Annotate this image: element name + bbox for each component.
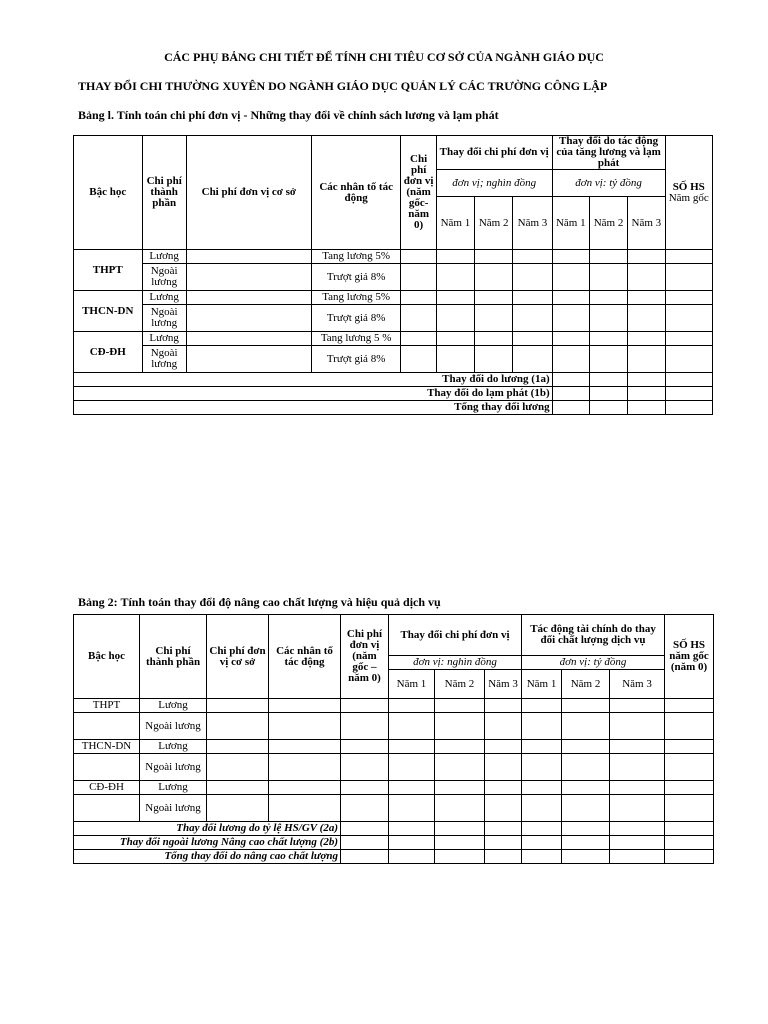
unit-label: đơn vị: tỷ đồng (552, 170, 665, 197)
header-thay-doi-cpdv: Thay đổi chi phí đơn vị (389, 615, 522, 656)
level-cell: THPT (74, 699, 140, 713)
header-chi-phi-don-vi-co-so: Chi phí đơn vị cơ sở (207, 615, 269, 699)
table1 (73, 135, 713, 415)
header-nam1: Năm 1 (389, 670, 435, 699)
factor-cell: Tang lương 5 % (311, 332, 401, 346)
header-so-hs: SỐ HS Năm gốc (665, 136, 713, 250)
summary-label: Thay đổi do lương (1a) (74, 373, 553, 387)
table-row (74, 740, 714, 754)
table-row (74, 699, 714, 713)
header-nam2: Năm 2 (589, 197, 627, 250)
unit-label: đơn vị: tỷ đồng (522, 656, 665, 670)
header-chi-phi-thanh-phan: Chi phí thành phần (140, 615, 207, 699)
component-cell: Lương (140, 781, 207, 795)
component-cell: Lương (140, 740, 207, 754)
level-cell: THCN-DN (74, 740, 140, 754)
component-cell: Ngoài lương (142, 305, 186, 332)
header-chi-phi-don-vi-co-so: Chi phí đơn vị cơ sở (186, 136, 311, 250)
factor-cell: Trượt giá 8% (311, 305, 401, 332)
table-row (74, 781, 714, 795)
table-row (74, 346, 713, 373)
factor-cell: Trượt giá 8% (311, 346, 401, 373)
factor-cell: Tang lương 5% (311, 250, 401, 264)
summary-label: Thay đổi ngoài lương Nâng cao chất lượng (2b) (74, 836, 341, 850)
header-bac-hoc: Bậc học (74, 615, 140, 699)
level-cell: THPT (74, 250, 143, 291)
summary-row (74, 850, 714, 864)
header-tac-dong: Tác động tài chính do thay đổi chất lượng dịch vụ (522, 615, 665, 656)
section-heading: THAY ĐỔI CHI THƯỜNG XUYÊN DO NGÀNH GIÁO DỤC QUẢN LÝ CÁC TRƯỜNG CÔNG LẬP (78, 79, 608, 93)
summary-label: Tổng thay đổi lương (74, 401, 553, 415)
header-nhan-to: Các nhân tố tác động (311, 136, 401, 250)
component-cell: Lương (140, 699, 207, 713)
page-title: CÁC PHỤ BẢNG CHI TIẾT ĐỂ TÍNH CHI TIÊU CƠ SỞ CỦA NGÀNH GIÁO DỤC (164, 50, 604, 64)
level-cell: CĐ-ĐH (74, 332, 143, 373)
header-bac-hoc: Bậc học (74, 136, 143, 250)
summary-row (74, 401, 713, 415)
header-nam2: Năm 2 (435, 670, 485, 699)
table-row (74, 291, 713, 305)
table-row (74, 305, 713, 332)
unit-label: đơn vị: nghìn đồng (389, 656, 522, 670)
summary-label: Thay đổi lương do tỷ lệ HS/GV (2a) (74, 822, 341, 836)
header-chi-phi-nam0: Chi phí đơn vị (năm gốc – năm 0) (341, 615, 389, 699)
component-cell: Ngoài lương (142, 346, 186, 373)
summary-row (74, 836, 714, 850)
header-chi-phi-nam0: Chi phí đơn vị (năm gốc-năm 0) (401, 136, 436, 250)
component-cell: Lương (142, 332, 186, 346)
header-tac-dong: Thay đổi do tác động của tăng lương và lạm phát (552, 136, 665, 170)
factor-cell: Tang lương 5% (311, 291, 401, 305)
header-so-hs: SỐ HS năm gốc (năm 0) (665, 615, 714, 699)
header-nam3: Năm 3 (610, 670, 665, 699)
table-row (74, 754, 714, 781)
header-nam1: Năm 1 (436, 197, 474, 250)
header-chi-phi-thanh-phan: Chi phí thành phần (142, 136, 186, 250)
header-thay-doi-cpdv: Thay đổi chi phí đơn vị (436, 136, 552, 170)
level-cell: CĐ-ĐH (74, 781, 140, 795)
summary-label: Thay đổi do lạm phát (1b) (74, 387, 553, 401)
header-nam3: Năm 3 (513, 197, 552, 250)
table1-caption: Bảng l. Tính toán chi phí đơn vị - Những thay đổi về chính sách lương và lạm phát (78, 108, 499, 122)
header-nam3: Năm 3 (485, 670, 522, 699)
component-cell: Ngoài lương (140, 754, 207, 781)
table2 (73, 614, 714, 864)
component-cell: Ngoài lương (142, 264, 186, 291)
summary-row (74, 373, 713, 387)
header-nam1: Năm 1 (522, 670, 562, 699)
component-cell: Ngoài lương (140, 713, 207, 740)
summary-row (74, 387, 713, 401)
table-row (74, 795, 714, 822)
table-row (74, 713, 714, 740)
component-cell: Lương (142, 291, 186, 305)
header-nam3: Năm 3 (628, 197, 665, 250)
component-cell: Lương (142, 250, 186, 264)
header-nam2: Năm 2 (475, 197, 513, 250)
table-row (74, 264, 713, 291)
factor-cell: Trượt giá 8% (311, 264, 401, 291)
header-nam2: Năm 2 (562, 670, 610, 699)
table-row (74, 250, 713, 264)
table2-caption: Bảng 2: Tính toán thay đổi độ nâng cao chất lượng và hiệu quả dịch vụ (78, 595, 441, 609)
unit-label: đơn vị; nghìn đồng (436, 170, 552, 197)
summary-row (74, 822, 714, 836)
table-row (74, 332, 713, 346)
summary-label: Tổng thay đổi do nâng cao chất lượng (74, 850, 341, 864)
header-nam1: Năm 1 (552, 197, 589, 250)
component-cell: Ngoài lương (140, 795, 207, 822)
header-nhan-to: Các nhân tố tác động (269, 615, 341, 699)
level-cell: THCN-DN (74, 291, 143, 332)
